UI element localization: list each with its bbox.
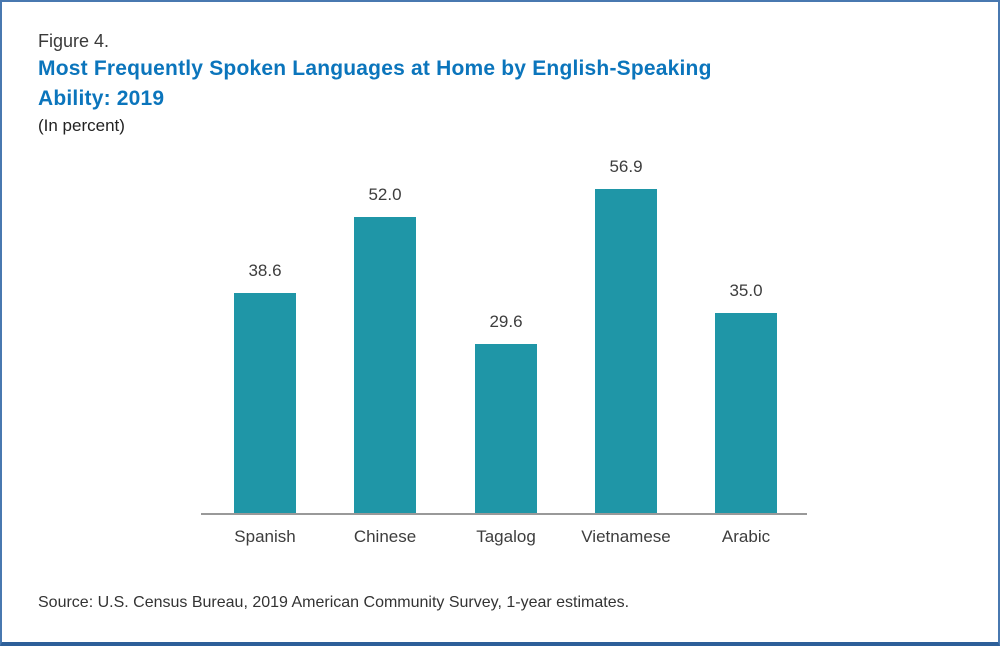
bar-category-label: Arabic [721, 527, 771, 546]
units-note: (In percent) [38, 116, 125, 135]
bar-value-label: 38.6 [248, 261, 282, 280]
bar-value-label: 35.0 [729, 281, 763, 300]
bar-category-label: Vietnamese [581, 527, 671, 546]
chart-title [38, 54, 818, 114]
figure-label: Figure 4. [38, 31, 110, 51]
bar-value-label: 56.9 [609, 157, 643, 176]
bar [354, 217, 416, 513]
bar [475, 344, 537, 513]
bar-chart [201, 152, 807, 546]
bar-category-label: Tagalog [476, 527, 536, 546]
bar-category-label: Spanish [234, 527, 296, 546]
bar [234, 293, 296, 513]
bar-value-label: 29.6 [489, 312, 523, 331]
bar [715, 313, 777, 513]
bar-value-label: 52.0 [368, 185, 402, 204]
figure-header [38, 28, 818, 138]
chart-title-line1: Most Frequently Spoken Languages at Home by English-Speaking [38, 57, 712, 80]
bar [595, 189, 657, 513]
bar-category-label: Chinese [353, 527, 417, 546]
source-note: Source: U.S. Census Bureau, 2019 American Community Survey, 1-year estimates. [38, 594, 630, 611]
chart-title-line2: Ability: 2019 [38, 87, 165, 110]
